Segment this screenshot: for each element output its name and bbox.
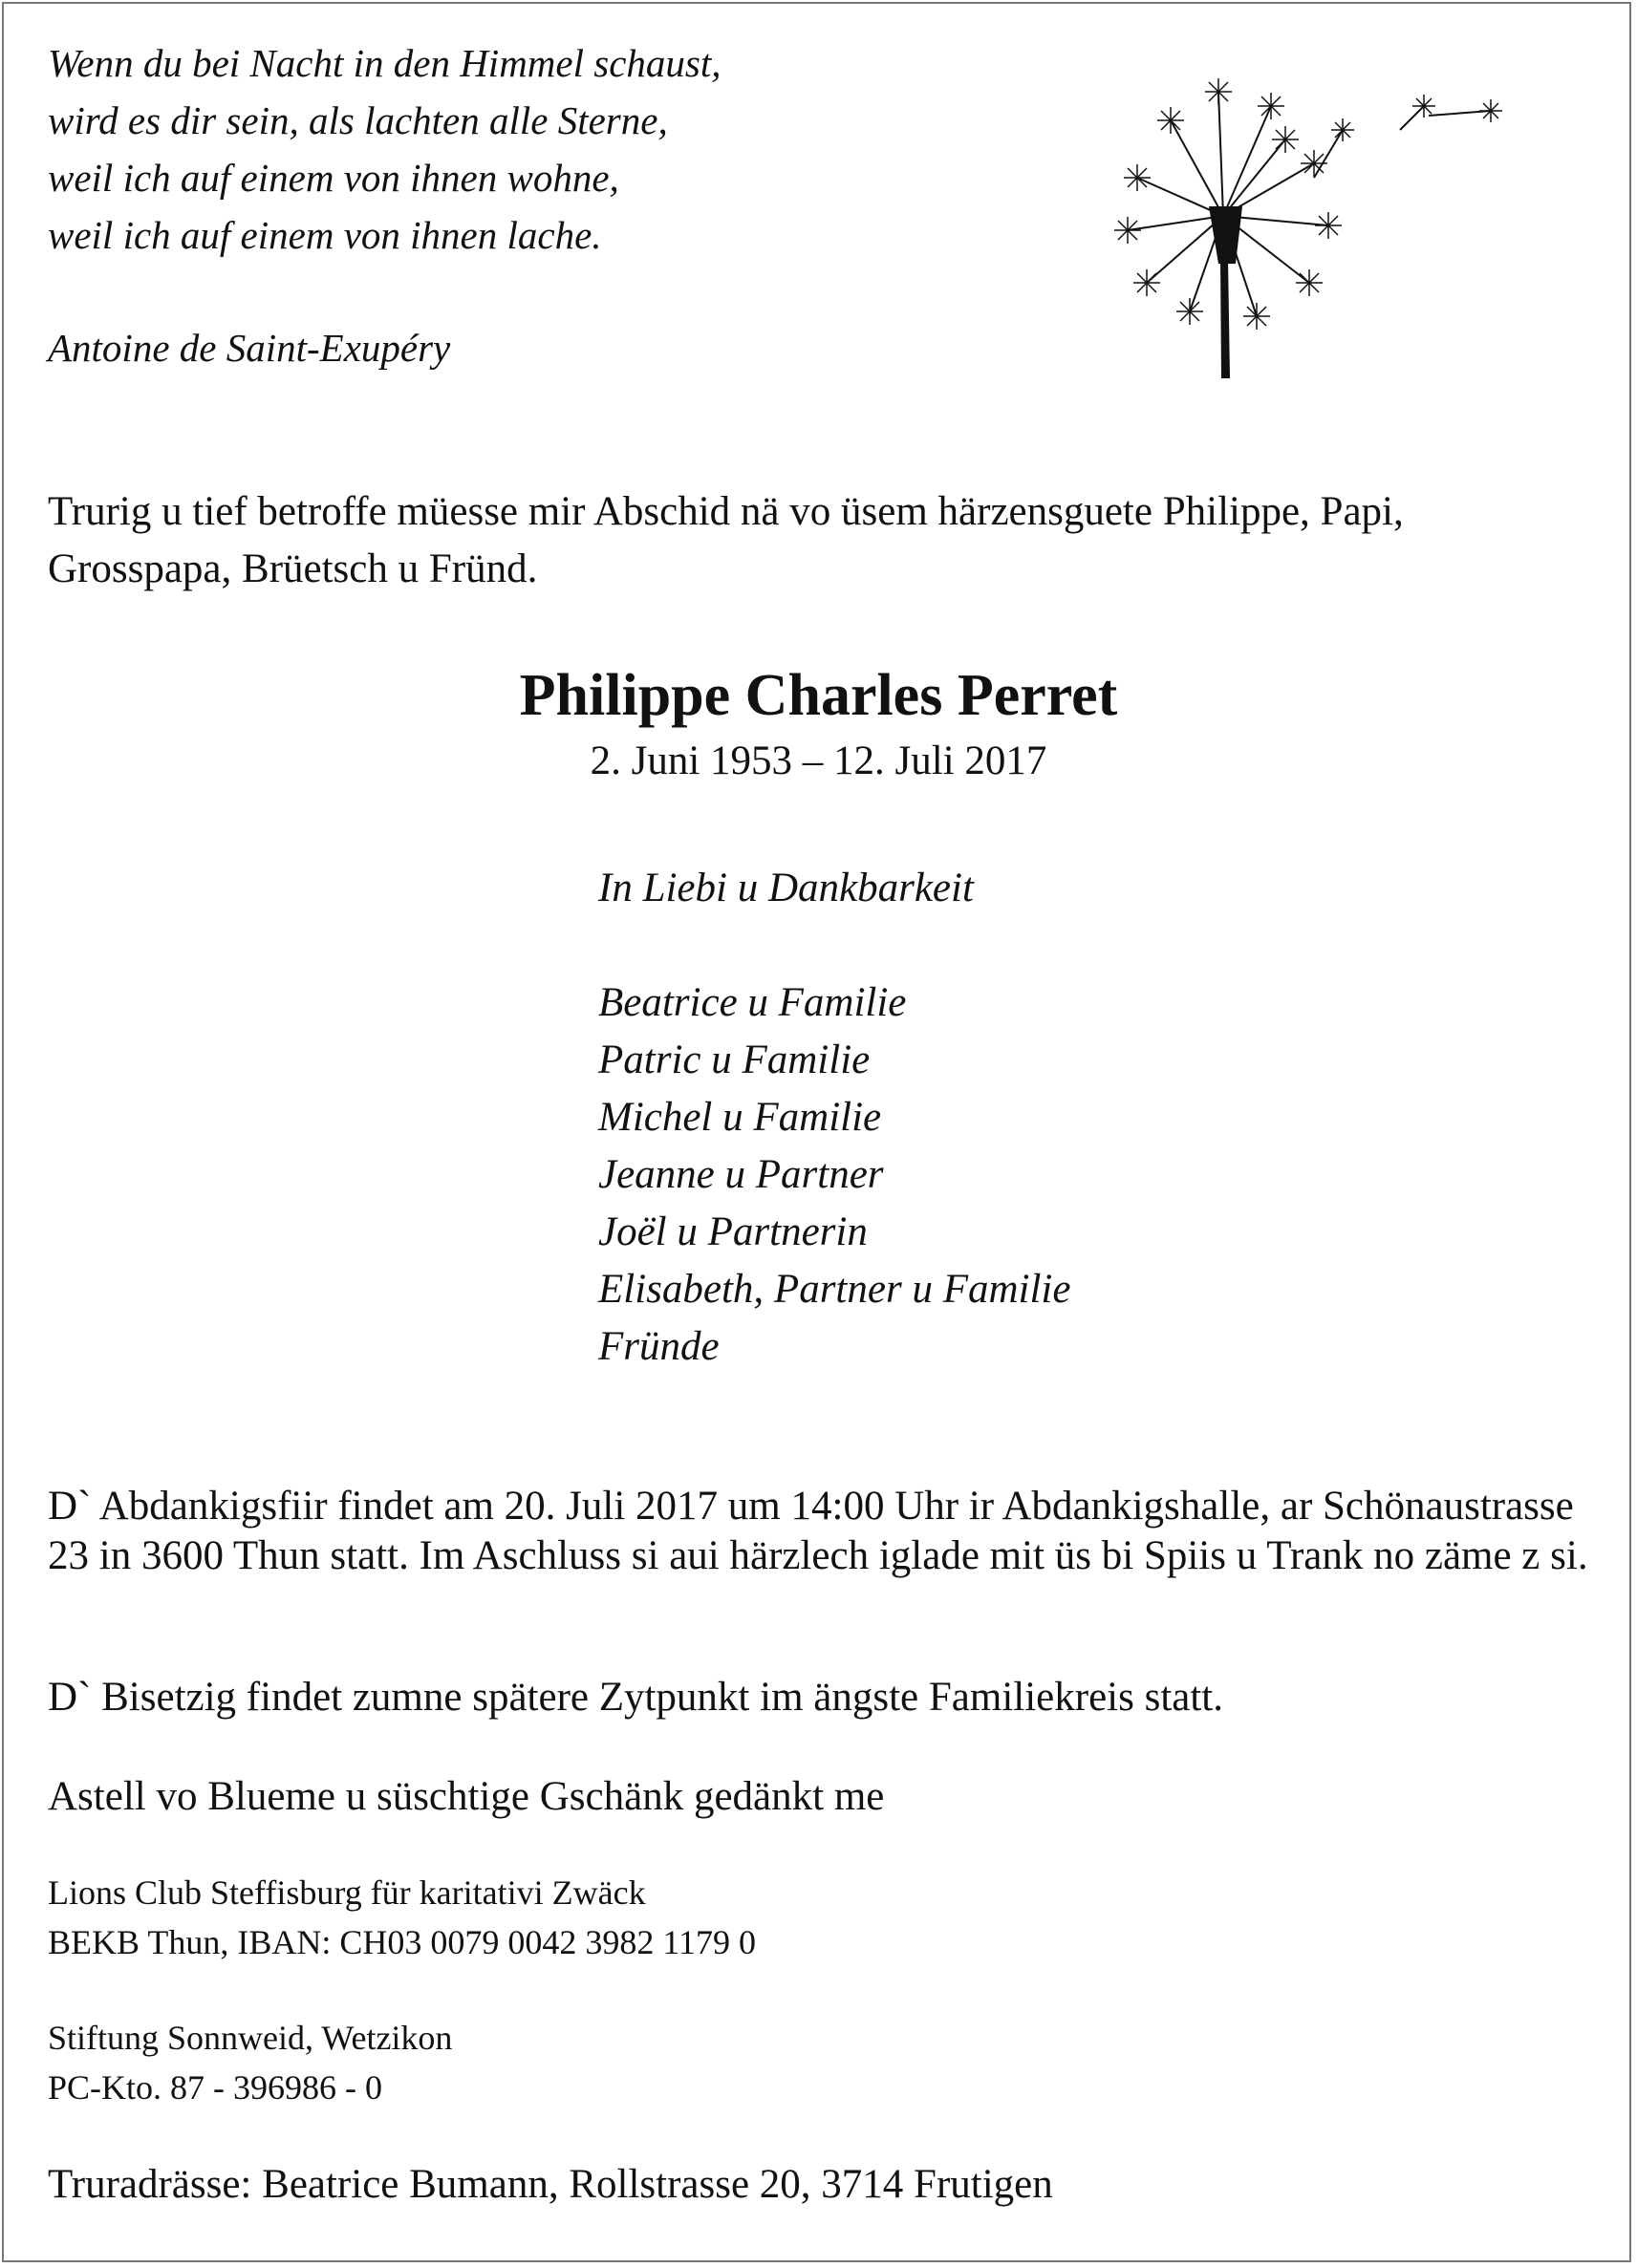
- mourner-name: Joël u Partnerin: [598, 1209, 868, 1254]
- poem-line: weil ich auf einem von ihnen wohne,: [48, 156, 619, 200]
- mourner-name: Elisabeth, Partner u Familie: [598, 1267, 1071, 1312]
- mourning-address: Truradrässe: Beatrice Bumann, Rollstrasse 20, 3714 Frutigen: [48, 2162, 1053, 2207]
- donation-recipient: Lions Club Steffisburg für karitativi Zwäck: [48, 1873, 646, 1912]
- mourner-name: Beatrice u Familie: [598, 980, 907, 1025]
- poem-line: weil ich auf einem von ihnen lache.: [48, 213, 602, 257]
- donations-intro: Astell vo Blueme u süschtige Gschänk gedänkt me: [48, 1774, 885, 1819]
- donation-account: PC-Kto. 87 - 396986 - 0: [48, 2068, 382, 2107]
- mourner-name: Patric u Familie: [598, 1038, 871, 1082]
- poem-author: Antoine de Saint-Exupéry: [48, 326, 451, 370]
- poem-line: wird es dir sein, als lachten alle Sterne,: [48, 98, 668, 142]
- ceremony-text: D` Abdankigsfiir findet am 20. Juli 2017 um 14:00 Uhr ir Abdankigshalle, ar Schönaustrasse 23 in 3600 Thun statt. Im Aschluss si aui härzlech iglade mit üs bi Spiis u Trank no zäme z si.: [48, 1484, 1588, 1578]
- poem-line: Wenn du bei Nacht in den Himmel schaust,: [48, 41, 722, 85]
- mourners-list: [598, 860, 1070, 1376]
- donation-account: BEKB Thun, IBAN: CH03 0079 0042 3982 1179 0: [48, 1923, 757, 1961]
- poem: [48, 34, 722, 264]
- mourner-name: Michel u Familie: [598, 1095, 882, 1140]
- donation-recipient: Stiftung Sonnweid, Wetzikon: [48, 2019, 453, 2057]
- mourner-name: Fründe: [598, 1324, 720, 1369]
- deceased-name: Philippe Charles Perret: [519, 663, 1118, 728]
- mourners-heading: In Liebi u Dankbarkeit: [598, 866, 974, 910]
- life-dates: 2. Juni 1953 – 12. Juli 2017: [590, 738, 1047, 783]
- burial-text: D` Bisetzig findet zumne spätere Zytpunkt im ängste Familiekreis statt.: [48, 1675, 1223, 1720]
- intro-text: Trurig u tief betroffe müesse mir Abschid nä vo üsem härzensguete Philippe, Papi, Grosspapa, Brüetsch u Fründ.: [48, 489, 1404, 591]
- dandelion-icon: [1113, 63, 1515, 388]
- mourner-name: Jeanne u Partner: [598, 1152, 884, 1197]
